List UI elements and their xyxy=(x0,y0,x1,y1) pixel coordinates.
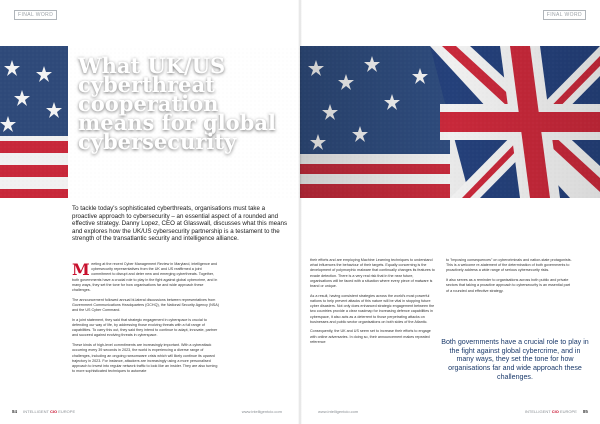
body-column-right-1 xyxy=(310,258,436,350)
body-right-paragraph-1: their efforts and are employing Machine Learning techniques to understand what influences the behaviour of their targets. Equally concerning is the development of polymorphic malware that continually changes its features to evade detection. There is a very real risk that in the near future, organisations will be faced with a situation where every piece of malware is brand or unique. xyxy=(310,258,435,289)
publication-name-right xyxy=(525,409,577,414)
body-column-right-2 xyxy=(446,258,572,298)
pub-prefix-right: INTELLIGENT xyxy=(524,409,551,414)
body-paragraph-1-text: eeting at the recent Cyber Management Review in Maryland, intelligence and cybersecurity representatives from the UK and US reaffirmed a joint commitment to disrupt and deter new and emerging cyberthreats. Together, both governments have a crucial role to play in the fight against global cybercrime, and in many ways, they set the tone for how organisations far and wide approach these challenges. xyxy=(72,262,218,293)
section-tag-right: FINAL WORD xyxy=(543,10,586,20)
body-column-left xyxy=(72,262,220,379)
pub-suffix: EUROPE xyxy=(58,409,76,414)
body-right-paragraph-3: Consequently, the UK and US seem set to increase their efforts to engage with online adversaries. In doing so, their announcement makes repeated reference xyxy=(310,329,431,344)
body-right-paragraph-4: to "imposing consequences" on cybercriminals and nation-state protagonists. This is a welcome re-statement of the determination of both governments to proactively address a wide range of serious cybersecurity risks. xyxy=(446,258,572,273)
section-tag: FINAL WORD xyxy=(14,10,57,20)
page-number-left: 84 xyxy=(12,409,18,414)
pub-prefix: INTELLIGENT xyxy=(23,409,49,414)
headline: What UK/US cyberthreat cooperation means for global cybersecurity xyxy=(78,53,276,154)
pull-quote: Both governments have a crucial role to play in the fight against global cybercrime, and in many ways, they set the tone for how organisations far and wide approach these challenges. xyxy=(441,338,589,381)
spine-shadow xyxy=(298,0,302,424)
body-right-paragraph-5: It also serves as a reminder to organisations across both public and private sectors that taking a proactive approach to cybersecurity is an essential part of a rounded and effective strategy. xyxy=(446,278,571,293)
body-right-paragraph-2: As a result, having consistent strategies across the world's most powerful nations to help prevent attacks of this nature will be vital in stopping future cyber disasters. Not only does enhanced strategic engagement between the two countries provide a clear roadmap for increasing defence capabilities in cyberspace, it also acts as a deterrent to those perpetrating attacks on businesses and public sector organisations on both sides of the Atlantic. xyxy=(310,293,435,324)
website-link-right[interactable]: www.intelligentcio.com xyxy=(318,409,359,414)
body-paragraph-4: These kinds of high-level commitments are increasingly important. With a cyberattack occurring every 39 seconds in 2023, the world is experiencing a diverse range of challenges, including an ongoing ransomware crisis which will likely continue its upward trajectory in 2023. For instance, attackers are increasingly using a more personalised approach to invest into regular network traffic to look like an insider. They are also turning to more sophisticated techniques to automate xyxy=(72,343,218,374)
body-paragraph-3: In a joint statement, they said that strategic engagement in cyberspace is crucial to defending our way of life, by addressing those evolving threats with a full range of capabilities. To carry this out, they said they intend to continue to adapt, innovate, partner and succeed against evolving threats in cyberspace. xyxy=(72,317,218,338)
body-paragraph-2: The announcement followed annual bi-lateral discussions between representatives from Government Communications Headquarters (GCHQ), the National Security Agency (NSA) and the US Cyber Command. xyxy=(72,297,219,313)
body-paragraph-1 xyxy=(72,262,220,293)
website-link[interactable]: www.intelligentcio.com xyxy=(241,409,282,414)
publication-name xyxy=(23,409,75,414)
pub-suffix-right: EUROPE xyxy=(559,409,577,414)
pub-highlight: CIO xyxy=(49,409,58,414)
intro-paragraph: To tackle today's sophisticated cyberthreats, organisations must take a proactive approach to cybersecurity – an essential aspect of a rounded and effective strategy. Danny Lopez, CEO at Glasswall, discusses what this means and explores how the UK/US cybersecurity partnership is a testament to the strength of the transatlantic security and intelligence alliance. xyxy=(72,205,288,243)
footer-right xyxy=(312,407,588,416)
pub-highlight-right: CIO xyxy=(551,409,559,414)
footer-left xyxy=(12,407,288,416)
dropcap: M xyxy=(72,260,90,279)
page-number-right: 85 xyxy=(582,409,588,414)
